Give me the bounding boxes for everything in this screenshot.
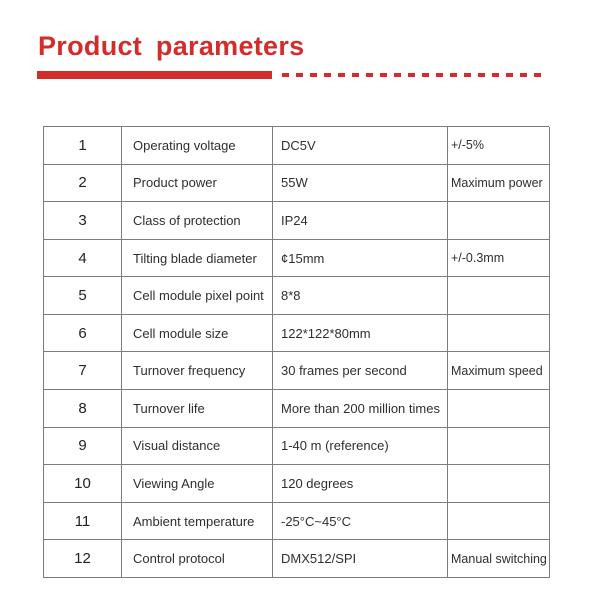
parameter-name-cell: Turnover life <box>122 390 273 428</box>
parameter-note-cell: Maximum speed <box>448 352 550 390</box>
parameter-note-cell <box>448 315 550 353</box>
row-number-cell: 11 <box>44 503 122 541</box>
parameter-name-cell: Visual distance <box>122 428 273 466</box>
row-number-cell: 12 <box>44 540 122 578</box>
parameter-value-cell: 8*8 <box>273 277 448 315</box>
parameter-note-cell: +/-0.3mm <box>448 240 550 278</box>
row-number-cell: 7 <box>44 352 122 390</box>
parameters-table <box>43 126 549 578</box>
row-number-cell: 5 <box>44 277 122 315</box>
parameter-note-cell: Manual switching <box>448 540 550 578</box>
parameter-value-cell: 120 degrees <box>273 465 448 503</box>
parameter-value-cell: 30 frames per second <box>273 352 448 390</box>
parameter-name-cell: Tilting blade diameter <box>122 240 273 278</box>
parameter-note-cell: +/-5% <box>448 127 550 165</box>
parameter-name-cell: Cell module size <box>122 315 273 353</box>
row-number-cell: 1 <box>44 127 122 165</box>
parameter-value-cell: 55W <box>273 165 448 203</box>
parameter-name-cell: Product power <box>122 165 273 203</box>
parameter-note-cell <box>448 277 550 315</box>
parameter-note-cell <box>448 428 550 466</box>
title-dashed-line <box>282 73 545 77</box>
parameter-value-cell: -25°C~45°C <box>273 503 448 541</box>
parameter-note-cell <box>448 465 550 503</box>
row-number-cell: 10 <box>44 465 122 503</box>
row-number-cell: 9 <box>44 428 122 466</box>
page-title: Product parameters <box>38 31 305 61</box>
parameter-value-cell: DC5V <box>273 127 448 165</box>
parameter-name-cell: Cell module pixel point <box>122 277 273 315</box>
parameter-note-cell: Maximum power <box>448 165 550 203</box>
row-number-cell: 3 <box>44 202 122 240</box>
title-underline-bar <box>37 71 272 79</box>
row-number-cell: 4 <box>44 240 122 278</box>
row-number-cell: 6 <box>44 315 122 353</box>
parameter-value-cell: DMX512/SPI <box>273 540 448 578</box>
parameter-value-cell: IP24 <box>273 202 448 240</box>
parameter-note-cell <box>448 202 550 240</box>
parameter-value-cell: 1-40 m (reference) <box>273 428 448 466</box>
parameter-value-cell: More than 200 million times <box>273 390 448 428</box>
parameter-name-cell: Control protocol <box>122 540 273 578</box>
parameter-name-cell: Class of protection <box>122 202 273 240</box>
parameter-name-cell: Ambient temperature <box>122 503 273 541</box>
parameter-value-cell: 122*122*80mm <box>273 315 448 353</box>
parameter-name-cell: Viewing Angle <box>122 465 273 503</box>
parameter-value-cell: ¢15mm <box>273 240 448 278</box>
parameter-note-cell <box>448 503 550 541</box>
parameter-note-cell <box>448 390 550 428</box>
row-number-cell: 8 <box>44 390 122 428</box>
parameter-name-cell: Operating voltage <box>122 127 273 165</box>
parameter-name-cell: Turnover frequency <box>122 352 273 390</box>
row-number-cell: 2 <box>44 165 122 203</box>
